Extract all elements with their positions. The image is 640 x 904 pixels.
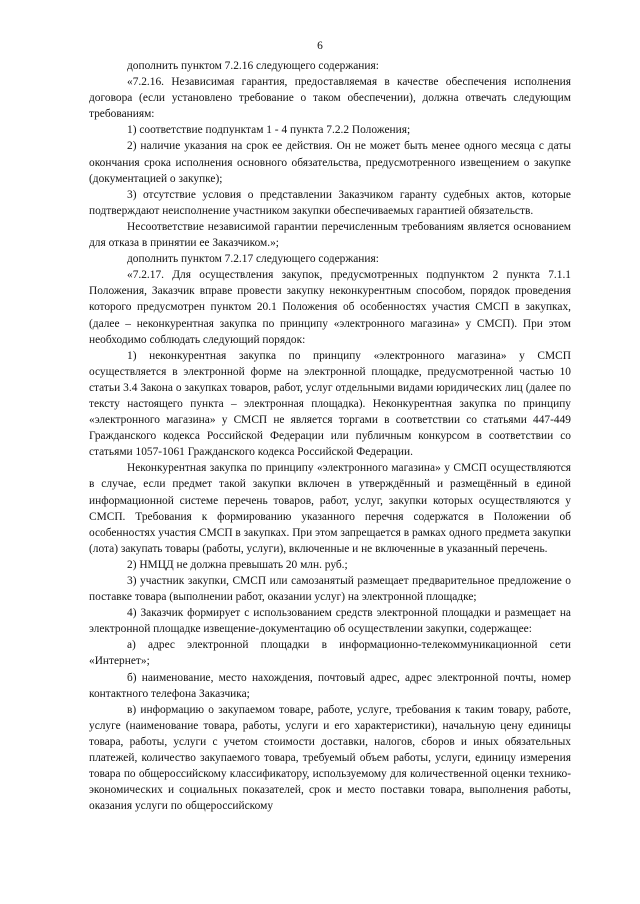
paragraph: дополнить пунктом 7.2.16 следующего содержания: bbox=[127, 60, 379, 72]
paragraph: 2) наличие указания на срок ее действия. Он не может быть менее одного месяца с даты окончания срока исполнения основного обязательства, предусмотренного извещением о закупке (документацией о закупке); bbox=[89, 140, 571, 185]
paragraph: 1) соответствие подпунктам 1 - 4 пункта 7.2.2 Положения; bbox=[127, 124, 411, 137]
paragraph: Неконкурентная закупка по принципу «электронного магазина» у СМСП осуществляются в случае, если предмет такой закупки включен в утверждённый и размещённый в единой информационной системе перечень товаров, работ, услуг, закупки которых осуществляются у СМСП. Требования к формированию указанного перечня содержатся в Положении об особенностях участия СМСП в закупках. При этом запрещается в рамках одного предмета закупки (лота) закупать товары (работы, услуги), включенные и не включенные в указанный перечень. bbox=[89, 462, 571, 555]
paragraph: б) наименование, место нахождения, почтовый адрес, адрес электронной почты, номер контактного телефона Заказчика; bbox=[89, 671, 571, 700]
document-body bbox=[89, 58, 571, 814]
paragraph: «7.2.16. Независимая гарантия, предоставляемая в качестве обеспечения исполнения договора (если установлено требование о таком обеспечении), должна отвечать следующим требованиям: bbox=[89, 76, 571, 121]
paragraph: в) информацию о закупаемом товаре, работе, услуге, требования к таким товару, работе, услуге (наименование товара, работы, услуги и его характеристики), начальную цену единицы товара, работы, услуги с учетом стоимости доставки, налогов, сборов и иных обязательных платежей, количество закупаемого товара, требуемый объем работы, услуги, единицу измерения товара по общероссийскому классификатору, используемому для количественной оценки технико-экономических и социальных показателей, срок и место поставки товара, выполнения работы, оказания услуги по общероссийскому bbox=[89, 703, 571, 813]
paragraph: дополнить пунктом 7.2.17 следующего содержания: bbox=[127, 253, 379, 266]
paragraph: 1) неконкурентная закупка по принципу «электронного магазина» у СМСП осуществляется в электронной форме на электронной площадке, предусмотренной частью 10 статьи 3.4 Закона о закупках товаров, работ, услуг отдельными видами юридических лиц (далее по тексту настоящего пункта – электронная площадка). Неконкурентная закупка по принципу «электронного магазина» у СМСП не является торгами в соответствии со статьями 447-449 Гражданского кодекса Российской Федерации или публичным конкурсом в соответствии со статьями 1057-1061 Гражданского кодекса Российской Федерации. bbox=[89, 349, 571, 459]
paragraph: а) адрес электронной площадки в информационно-телекоммуникационной сети «Интернет»; bbox=[89, 639, 571, 668]
paragraph: 3) участник закупки, СМСП или самозанятый размещает предварительное предложение о поставке товара (выполнении работ, оказании услуг) на электронной площадке; bbox=[89, 575, 571, 604]
paragraph: Несоответствие независимой гарантии перечисленным требованиям является основанием для отказа в принятии ее Заказчиком.»; bbox=[89, 220, 571, 250]
paragraph: «7.2.17. Для осуществления закупок, предусмотренных подпунктом 2 пункта 7.1.1 Положения, Заказчик вправе провести закупку неконкурентным способом, порядок проведения которого предусмотрен пунктом 20.1 Положения об особенностях участия СМСП в закупках, (далее – неконкурентная закупка по принципу «электронного магазина» у СМСП). При этом необходимо соблюдать следующий порядок: bbox=[89, 269, 571, 346]
page-number: 6 bbox=[317, 40, 323, 52]
paragraph: 3) отсутствие условия о представлении Заказчиком гаранту судебных актов, которые подтверждают неисполнение участником закупки обеспечиваемых гарантией обязательств. bbox=[89, 188, 571, 217]
paragraph: 2) НМЦД не должна превышать 20 млн. руб.; bbox=[127, 558, 348, 571]
paragraph: 4) Заказчик формирует с использованием средств электронной площадки и размещает на электронной площадке извещение-документацию об осуществлении закупки, содержащее: bbox=[89, 607, 571, 636]
